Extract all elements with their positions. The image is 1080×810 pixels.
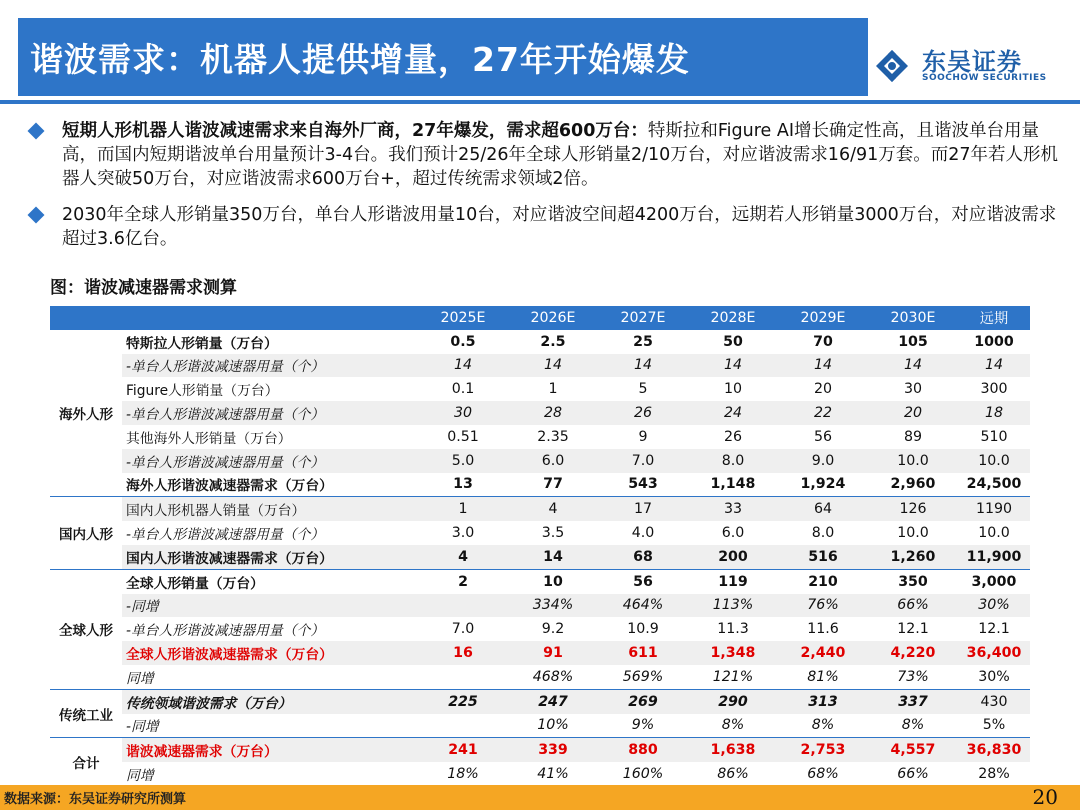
table-cell: 105 <box>898 333 928 350</box>
figure-caption: 图：谐波减速器需求测算 <box>50 278 237 298</box>
table-cell: 2,753 <box>778 738 868 762</box>
table-cell: 4,220 <box>868 641 958 665</box>
table-cell: 8% <box>811 717 835 734</box>
column-header: 2027E <box>598 306 688 330</box>
row-label: Figure人形销量（万台） <box>126 383 279 400</box>
table-cell: 569% <box>622 668 664 685</box>
table-cell: 313 <box>778 689 868 713</box>
table-cell: 0.1 <box>451 381 475 398</box>
table-cell: 14 <box>688 354 778 378</box>
row-label: 全球人形销量（万台） <box>122 569 418 593</box>
table-cell: 30 <box>418 401 508 425</box>
table-cell <box>418 665 508 689</box>
table-cell: 17 <box>598 497 688 521</box>
column-header: 2030E <box>868 306 958 330</box>
column-header: 2028E <box>688 306 778 330</box>
table-cell: 430 <box>958 689 1030 713</box>
table-row <box>50 401 1030 425</box>
column-header: 2025E <box>418 306 508 330</box>
table-cell: 1,348 <box>688 641 778 665</box>
table-cell: 339 <box>508 738 598 762</box>
row-group-label: 海外人形 <box>50 330 122 497</box>
table-cell: 10.9 <box>627 621 659 638</box>
table-cell: 10 <box>508 569 598 593</box>
table-cell: 1,148 <box>710 476 756 493</box>
table-cell: 18 <box>958 401 1030 425</box>
row-group-label: 全球人形 <box>50 569 122 689</box>
table-cell: 33 <box>688 497 778 521</box>
header-divider <box>0 100 1080 104</box>
row-group-label: 合计 <box>50 738 122 787</box>
table-cell: 11,900 <box>958 545 1030 569</box>
table-cell: 300 <box>980 381 1008 398</box>
diamond-bullet-icon <box>28 207 45 224</box>
table-row <box>50 497 1030 521</box>
table-cell: 2,440 <box>778 641 868 665</box>
table-cell: 269 <box>598 689 688 713</box>
table-cell: 64 <box>778 497 868 521</box>
table-row <box>50 377 1030 401</box>
bullet-point-2 <box>30 203 1065 251</box>
table-cell: 1000 <box>974 333 1014 350</box>
table-cell: 4 <box>418 545 508 569</box>
table-cell: 16 <box>418 641 508 665</box>
harmonic-demand-table <box>50 306 1030 787</box>
row-label: 其他海外人形销量（万台） <box>126 430 292 447</box>
table-row <box>50 738 1030 762</box>
table-row <box>50 545 1030 569</box>
table-cell: 0.51 <box>447 428 479 445</box>
table-cell: 10.0 <box>897 525 929 542</box>
table-cell: 4.0 <box>631 525 655 542</box>
table-cell: 510 <box>980 428 1008 445</box>
table-cell: 2 <box>418 569 508 593</box>
table-cell: 337 <box>868 689 958 713</box>
column-header: 远期 <box>958 306 1030 330</box>
table-cell: 30% <box>958 594 1030 618</box>
table-cell: 5 <box>638 381 648 398</box>
table-cell: 113% <box>688 594 778 618</box>
table-cell: 200 <box>688 545 778 569</box>
table-cell: 334% <box>508 594 598 618</box>
table-cell: 9 <box>638 428 648 445</box>
table-cell: 20 <box>813 381 833 398</box>
table-cell: 2.5 <box>540 333 566 350</box>
table-cell: 81% <box>807 668 839 685</box>
table-cell: 10.0 <box>978 525 1010 542</box>
table-cell: 1 <box>418 497 508 521</box>
table-cell: 30 <box>903 381 923 398</box>
table-cell: 4,557 <box>868 738 958 762</box>
row-group-label: 传统工业 <box>50 689 122 738</box>
table-cell: 1,638 <box>688 738 778 762</box>
table-cell: 3,000 <box>958 569 1030 593</box>
table-cell: 6.0 <box>508 449 598 473</box>
row-label: 特斯拉人形销量（万台） <box>126 335 278 352</box>
table-cell: 36,400 <box>958 641 1030 665</box>
table-row <box>50 521 1030 545</box>
table-cell: 41% <box>508 762 598 786</box>
table-row <box>50 473 1030 497</box>
table-cell: 14 <box>508 545 598 569</box>
table-row <box>50 714 1030 738</box>
table-cell: 210 <box>778 569 868 593</box>
table-cell: 56 <box>813 428 833 445</box>
table-cell: 68% <box>778 762 868 786</box>
table-row <box>50 354 1030 378</box>
table-cell: 6.0 <box>721 525 745 542</box>
table-cell: 77 <box>543 476 563 493</box>
table-header-row <box>50 306 1030 330</box>
table-row <box>50 330 1030 354</box>
table-cell: 290 <box>688 689 778 713</box>
table-cell: 26 <box>598 401 688 425</box>
table-cell: 28% <box>958 762 1030 786</box>
title-bar <box>18 18 868 96</box>
table-cell: 1 <box>548 381 558 398</box>
table-cell: 2.35 <box>537 428 569 445</box>
row-label: 同增 <box>122 762 418 786</box>
table-cell: 14 <box>868 354 958 378</box>
column-header: 2026E <box>508 306 598 330</box>
bullet-point-1 <box>30 119 1065 191</box>
row-label: 海外人形谐波减速器需求（万台） <box>126 478 333 495</box>
table-cell: 89 <box>903 428 923 445</box>
table-cell: 0.5 <box>450 333 476 350</box>
table-cell: 7.0 <box>598 449 688 473</box>
table-cell: 9.2 <box>541 621 565 638</box>
table-cell: 464% <box>598 594 688 618</box>
table-cell: 73% <box>897 668 929 685</box>
row-label: 谐波减速器需求（万台） <box>122 738 418 762</box>
table-row <box>50 762 1030 786</box>
table-cell: 36,830 <box>958 738 1030 762</box>
table-cell: 225 <box>418 689 508 713</box>
table-cell: 880 <box>598 738 688 762</box>
table-row <box>50 569 1030 593</box>
row-label: 国内人形谐波减速器需求（万台） <box>122 545 418 569</box>
table-cell: 7.0 <box>451 621 475 638</box>
table-cell: 611 <box>598 641 688 665</box>
table-cell: 1,260 <box>868 545 958 569</box>
row-label: 国内人形机器人销量（万台） <box>122 497 418 521</box>
table-row <box>50 665 1030 689</box>
table-cell: 126 <box>868 497 958 521</box>
slide-title: 谐波需求：机器人提供增量，27年开始爆发 <box>30 39 690 79</box>
footer-bar <box>0 785 1080 810</box>
diamond-bullet-icon <box>28 123 45 140</box>
table-row <box>50 425 1030 449</box>
table-cell: 9% <box>631 717 655 734</box>
table-cell: 8% <box>721 717 745 734</box>
table-cell: 25 <box>633 333 653 350</box>
table-row <box>50 689 1030 713</box>
row-label: -同增 <box>122 594 418 618</box>
soochow-logo-icon <box>872 46 912 86</box>
table-cell: 56 <box>598 569 688 593</box>
table-cell: 468% <box>532 668 574 685</box>
table-cell: 121% <box>712 668 754 685</box>
table-cell: 1,924 <box>800 476 846 493</box>
table-cell: 12.1 <box>978 621 1010 638</box>
table-cell: 50 <box>723 333 743 350</box>
table-cell: 8% <box>901 717 925 734</box>
table-cell: 3.0 <box>451 525 475 542</box>
row-label: 全球人形谐波减速器需求（万台） <box>122 641 418 665</box>
company-logo <box>872 40 1072 90</box>
table-cell: 10.0 <box>958 449 1030 473</box>
table-cell: 24 <box>688 401 778 425</box>
table-cell: 12.1 <box>897 621 929 638</box>
table-row <box>50 449 1030 473</box>
table-cell: 24,500 <box>966 476 1022 493</box>
table-cell: 22 <box>778 401 868 425</box>
table-cell <box>418 714 508 738</box>
table-cell: 14 <box>418 354 508 378</box>
table-cell: 119 <box>688 569 778 593</box>
table-cell: 11.3 <box>717 621 749 638</box>
page-number: 20 <box>1032 785 1058 809</box>
table-cell: 14 <box>598 354 688 378</box>
table-cell: 9.0 <box>778 449 868 473</box>
table-cell: 91 <box>508 641 598 665</box>
bullet-1-lead: 短期人形机器人谐波减速需求来自海外厂商，27年爆发，需求超600万台： <box>62 121 648 141</box>
table-cell: 350 <box>868 569 958 593</box>
table-body <box>50 330 1030 787</box>
row-label: -单台人形谐波减速器用量（个） <box>126 623 325 640</box>
table-cell: 241 <box>418 738 508 762</box>
row-label: 同增 <box>126 670 154 687</box>
logo-text-cn: 东吴证券 <box>922 48 1022 76</box>
table-cell: 14 <box>508 354 598 378</box>
table-cell: 30% <box>978 668 1010 685</box>
row-label: -单台人形谐波减速器用量（个） <box>122 449 418 473</box>
table-cell: 543 <box>628 476 658 493</box>
table-cell: 4 <box>508 497 598 521</box>
table-row <box>50 594 1030 618</box>
table-cell: 11.6 <box>807 621 839 638</box>
row-label: -单台人形谐波减速器用量（个） <box>122 354 418 378</box>
table-cell: 516 <box>778 545 868 569</box>
table-cell: 14 <box>778 354 868 378</box>
table-cell: 13 <box>453 476 473 493</box>
table-cell: 247 <box>508 689 598 713</box>
table-cell: 5% <box>982 717 1006 734</box>
table-cell: 8.0 <box>688 449 778 473</box>
row-label: -单台人形谐波减速器用量（个） <box>126 527 325 544</box>
table-cell: 18% <box>418 762 508 786</box>
bullet-1-text: 特斯拉和Figure AI增长确定性高，且谐波单台用量高，而国内短期谐波单台用量预计3-4台。我们预计25/26年全球人形销量2/10万台，对应谐波需求16/91万套。而27年若人形机器人突破50万台，对应谐波需求600万台+，超过传统需求领域2倍。 <box>62 121 1059 189</box>
bullet-2-text: 2030年全球人形销量350万台，单台人形谐波用量10台，对应谐波空间超4200万台，远期若人形销量3000万台，对应谐波需求超过3.6亿台。 <box>62 205 1057 249</box>
table-cell: 10% <box>537 717 569 734</box>
table-cell: 14 <box>958 354 1030 378</box>
table-cell: 10 <box>723 381 743 398</box>
table-cell: 2,960 <box>890 476 936 493</box>
table-cell: 5.0 <box>418 449 508 473</box>
logo-text-en: SOOCHOW SECURITIES <box>922 73 1047 83</box>
row-label: -同增 <box>126 719 159 736</box>
row-label: -单台人形谐波减速器用量（个） <box>122 401 418 425</box>
row-group-label: 国内人形 <box>50 497 122 569</box>
table-cell: 70 <box>813 333 833 350</box>
table-row <box>50 617 1030 641</box>
table-cell: 66% <box>868 762 958 786</box>
header-blank <box>122 306 418 330</box>
table-cell <box>418 594 508 618</box>
table-cell: 86% <box>688 762 778 786</box>
table-cell: 20 <box>868 401 958 425</box>
table-cell: 26 <box>723 428 743 445</box>
table-row <box>50 641 1030 665</box>
row-label: 传统领域谐波需求（万台） <box>122 689 418 713</box>
header-blank <box>50 306 122 330</box>
table-cell: 160% <box>598 762 688 786</box>
table-cell: 10.0 <box>868 449 958 473</box>
table-cell: 1190 <box>958 497 1030 521</box>
table-cell: 8.0 <box>811 525 835 542</box>
table-cell: 3.5 <box>541 525 565 542</box>
data-source-note: 数据来源：东吴证券研究所测算 <box>4 792 187 807</box>
table-cell: 76% <box>778 594 868 618</box>
table-cell: 66% <box>868 594 958 618</box>
column-header: 2029E <box>778 306 868 330</box>
table-cell: 28 <box>508 401 598 425</box>
table-cell: 68 <box>598 545 688 569</box>
